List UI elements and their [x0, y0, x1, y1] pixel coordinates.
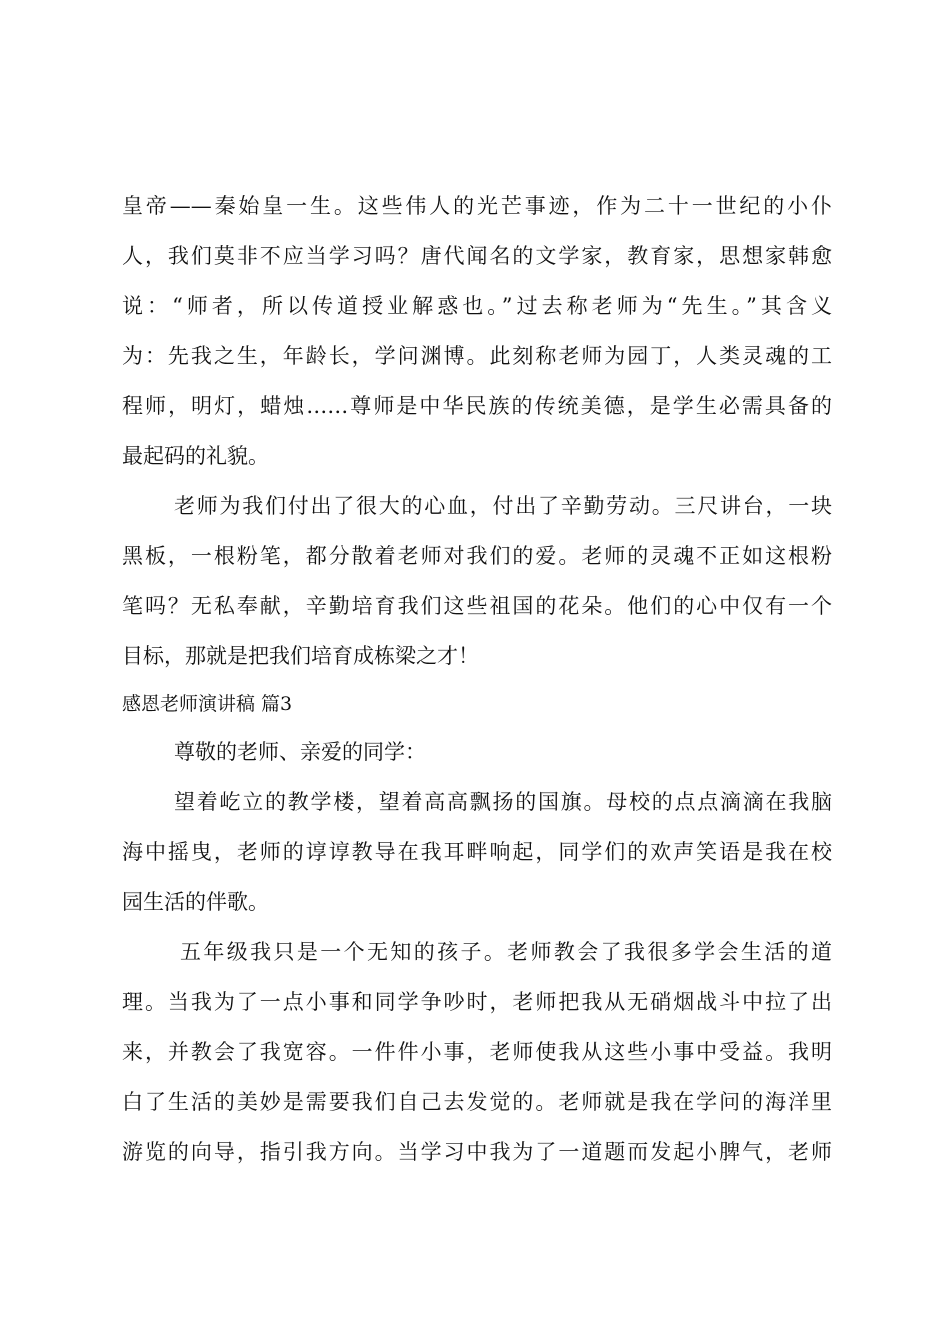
paragraph-line: 最起码的礼貌。: [122, 444, 269, 468]
paragraph-line: 理。当我为了一点小事和同学争吵时，老师把我从无硝烟战斗中拉了出: [122, 990, 832, 1014]
paragraph-line: 望着屹立的教学楼，望着高高飘扬的国旗。母校的点点滴滴在我脑: [174, 790, 832, 814]
paragraph-line: 园生活的伴歌。: [122, 890, 269, 914]
greeting-line: 尊敬的老师、亲爱的同学：: [174, 740, 426, 764]
section-heading: 感恩老师演讲稿 篇3: [122, 693, 293, 715]
paragraph-line: 游览的向导，指引我方向。当学习中我为了一道题而发起小脾气，老师: [122, 1140, 832, 1164]
paragraph-line: 说：“师者，所以传道授业解惑也。”过去称老师为“先生。”其含义: [122, 294, 832, 318]
paragraph-line: 皇帝——秦始皇一生。这些伟人的光芒事迹，作为二十一世纪的小仆: [122, 194, 832, 218]
paragraph-line: 目标，那就是把我们培育成栋梁之才！: [122, 644, 479, 668]
paragraph-line: 程师，明灯，蜡烛……尊师是中华民族的传统美德，是学生必需具备的: [122, 394, 832, 418]
paragraph-line: 老师为我们付出了很大的心血，付出了辛勤劳动。三尺讲台，一块: [174, 494, 832, 518]
paragraph-line: 人，我们莫非不应当学习吗？唐代闻名的文学家，教育家，思想家韩愈: [122, 244, 832, 268]
paragraph-line: 白了生活的美妙是需要我们自己去发觉的。老师就是我在学问的海洋里: [122, 1090, 832, 1114]
paragraph-line: 五年级我只是一个无知的孩子。老师教会了我很多学会生活的道: [180, 940, 832, 964]
paragraph-line: 笔吗？无私奉献，辛勤培育我们这些祖国的花朵。他们的心中仅有一个: [122, 594, 832, 618]
paragraph-line: 海中摇曳，老师的谆谆教导在我耳畔响起，同学们的欢声笑语是我在校: [122, 840, 832, 864]
paragraph-line: 黑板，一根粉笔，都分散着老师对我们的爱。老师的灵魂不正如这根粉: [122, 544, 832, 568]
paragraph-line: 为：先我之生，年龄长，学问渊博。此刻称老师为园丁，人类灵魂的工: [122, 344, 832, 368]
paragraph-line: 来，并教会了我宽容。一件件小事，老师使我从这些小事中受益。我明: [122, 1040, 832, 1064]
